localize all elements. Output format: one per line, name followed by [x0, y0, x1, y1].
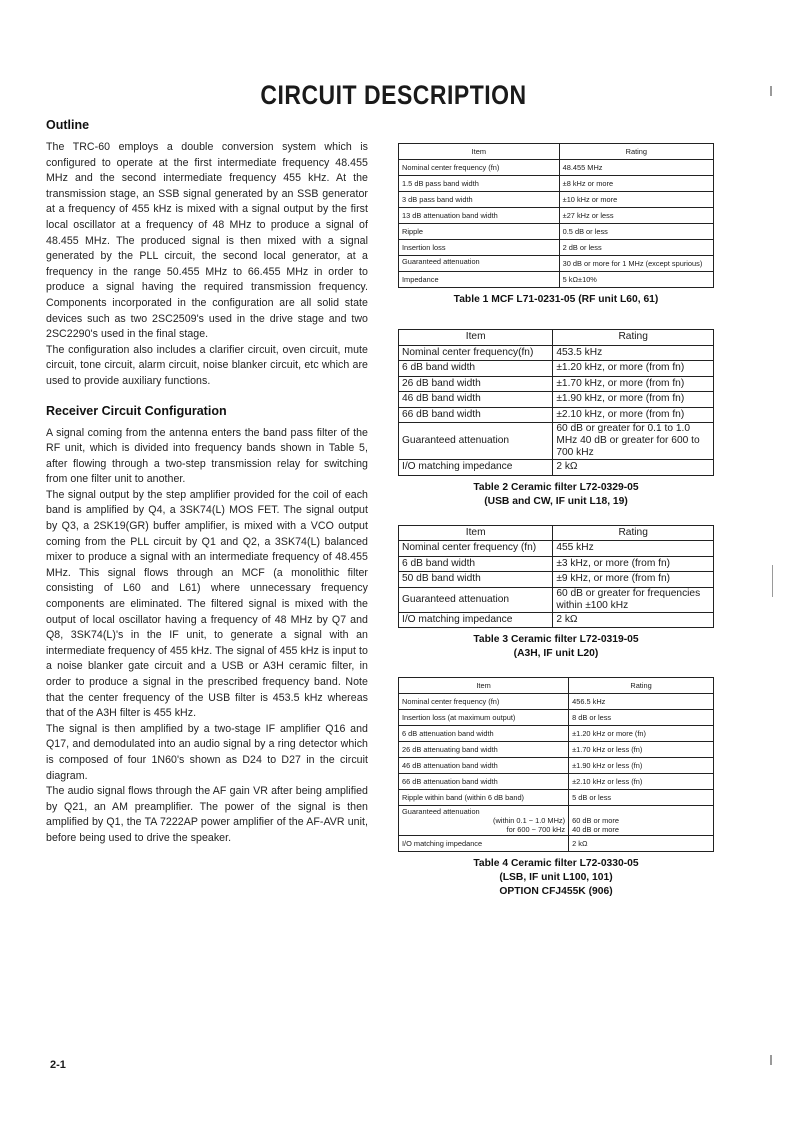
table-cell: 6 dB band width: [399, 556, 553, 572]
table-cell: ±8 kHz or more: [559, 176, 713, 192]
table4-caption: [398, 857, 714, 899]
guaranteed-value: 60 dB or more: [572, 816, 619, 825]
table-cell: ±1.90 kHz, or more (from fn): [553, 392, 714, 408]
table-row: [399, 806, 714, 836]
table-row: [399, 224, 714, 240]
table-header-item: Item: [399, 678, 569, 694]
receiver-paragraph: The signal output by the step amplifier provided for the coil of each band is amplified by Q4, a 3SK74(L) MOS FET. The signal output by Q3, a 2SK19(GR) buffer amplifier, is mixed with a VCO output coming from the PLL circuit by Q1 and Q2, a 3SK74(L) balanced mixer to produce a signal with an intermediate frequency of 48.455 MHz. This signal flows through an MCF (a monolithic filter consisting of L60 and L61) where unnecessary frequency components are eliminated. The filtered signal is mixed with the output of local oscillator having a frequency of 48 MHz by Q7 and Q8, 3SK74(L)'s in the IF unit, to generate a signal with an intermediate frequency of 455 kHz. The signal of 455 kHz is input to a noise blanker gate circuit and a USB or A3H ceramic filter, in order to produce a signal in the prescribed frequency band. Note that the center frequency of the USB filter is 453.5 kHz whereas that of the A3H filter is 455 kHz.: [46, 488, 368, 720]
table-row: [399, 758, 714, 774]
table-cell: 3 dB pass band width: [399, 192, 560, 208]
table-header-row: [399, 144, 714, 160]
table-row: [399, 710, 714, 726]
guaranteed-sub: (within 0.1 ~ 1.0 MHz): [493, 816, 566, 825]
table-row: [399, 176, 714, 192]
table-row: [399, 208, 714, 224]
table-row: [399, 407, 714, 423]
table3: [398, 525, 714, 629]
table-cell: 48.455 MHz: [559, 160, 713, 176]
table-row: [399, 742, 714, 758]
table-row: [399, 790, 714, 806]
table-cell: Guaranteed attenuation: [399, 256, 560, 272]
table-cell: ±10 kHz or more: [559, 192, 713, 208]
caption-line: (USB and CW, IF unit L18, 19): [484, 495, 628, 507]
table1-block: [398, 143, 714, 307]
scan-mark: [770, 86, 772, 96]
table3-caption: [398, 633, 714, 661]
caption-line: Table 3 Ceramic filter L72-0319-05: [473, 634, 639, 645]
right-column: [398, 143, 714, 899]
receiver-paragraph: The signal is then amplified by a two-stage IF amplifier Q16 and Q17, and demodulated into an audio signal by a ring detector which is composed of four 1N60's shown as D24 to D27 in the circuit diagram.: [46, 722, 368, 782]
table-cell: ±1.70 kHz or less (fn): [569, 742, 714, 758]
table-header-rating: Rating: [559, 144, 713, 160]
table-cell: 5 dB or less: [569, 790, 714, 806]
table1-caption: Table 1 MCF L71-0231-05 (RF unit L60, 61): [453, 294, 659, 305]
table-cell: ±3 kHz, or more (from fn): [553, 556, 714, 572]
table-cell: [569, 806, 714, 836]
table-cell: Guaranteed attenuation: [399, 423, 553, 460]
table-row: [399, 160, 714, 176]
outline-paragraph: The configuration also includes a clarifier circuit, oven circuit, mute circuit, tone circuit, alarm circuit, noise blanker circuit, etc which are used to provide auxiliary functions.: [46, 343, 368, 387]
table-row: [399, 361, 714, 377]
table-cell: 60 dB or greater for frequencies within ±100 kHz: [553, 587, 714, 612]
table-cell: ±2.10 kHz or less (fn): [569, 774, 714, 790]
table-header-item: Item: [399, 144, 560, 160]
table4-block: [398, 677, 714, 899]
caption-line: Table 4 Ceramic filter L72-0330-05: [473, 858, 639, 869]
table-cell: 2 kΩ: [553, 612, 714, 628]
table-cell: 5 kΩ±10%: [559, 272, 713, 288]
caption-line: Table 2 Ceramic filter L72-0329-05: [473, 481, 639, 493]
table-cell: 60 dB or greater for 0.1 to 1.0 MHz 40 dB or greater for 600 to 700 kHz: [553, 423, 714, 460]
table-header-rating: Rating: [553, 330, 714, 346]
table-cell: ±9 kHz, or more (from fn): [553, 572, 714, 588]
table-cell: ±1.90 kHz or less (fn): [569, 758, 714, 774]
table-row: [399, 423, 714, 460]
page-title: CIRCUIT DESCRIPTION: [260, 79, 527, 110]
table-cell: 66 dB attenuation band width: [399, 774, 569, 790]
guaranteed-value: 40 dB or more: [572, 825, 619, 834]
table-cell: 456.5 kHz: [569, 694, 714, 710]
table-row: [399, 256, 714, 272]
table-row: [399, 272, 714, 288]
table-header-item: Item: [399, 525, 553, 541]
scan-mark: [772, 565, 773, 597]
table-cell: Guaranteed attenuation: [399, 587, 553, 612]
table-cell: 50 dB band width: [399, 572, 553, 588]
table-cell: 1.5 dB pass band width: [399, 176, 560, 192]
table-cell: Impedance: [399, 272, 560, 288]
table-cell: ±27 kHz or less: [559, 208, 713, 224]
table-cell: I/O matching impedance: [399, 836, 569, 852]
table-cell: 13 dB attenuation band width: [399, 208, 560, 224]
table-row: [399, 376, 714, 392]
table-row: [399, 694, 714, 710]
table-row: [399, 541, 714, 557]
table-row: [399, 572, 714, 588]
table-cell: 26 dB attenuating band width: [399, 742, 569, 758]
table-cell: 455 kHz: [553, 541, 714, 557]
receiver-paragraph: The audio signal flows through the AF gain VR after being amplified by Q21, an AM preamplifier. The power of the signal is then amplified by Q1, the TA 7222AP power amplifier of the AF-AVR unit, before being used to drive the speaker.: [46, 785, 368, 844]
table-cell: Insertion loss (at maximum output): [399, 710, 569, 726]
table-row: [399, 345, 714, 361]
table-row: [399, 192, 714, 208]
table-row: [399, 240, 714, 256]
page-number: 2-1: [50, 1059, 66, 1071]
table-row: [399, 726, 714, 742]
table-cell: 6 dB band width: [399, 361, 553, 377]
table-cell: Nominal center frequency (fn): [399, 160, 560, 176]
table-cell: 46 dB attenuation band width: [399, 758, 569, 774]
table2-caption: [398, 481, 714, 509]
table1: [398, 143, 714, 288]
table-header-row: [399, 330, 714, 346]
table-cell: ±1.20 kHz, or more (from fn): [553, 361, 714, 377]
caption-line: (A3H, IF unit L20): [513, 648, 599, 659]
table-cell: Nominal center frequency (fn): [399, 694, 569, 710]
caption-line: (LSB, IF unit L100, 101): [499, 872, 613, 883]
table-cell: 2 dB or less: [559, 240, 713, 256]
table-cell: I/O matching impedance: [399, 460, 553, 476]
table2: [398, 329, 714, 476]
table-cell: 66 dB band width: [399, 407, 553, 423]
table-cell: [399, 806, 569, 836]
table-cell: 26 dB band width: [399, 376, 553, 392]
table-row: [399, 556, 714, 572]
table-cell: Nominal center frequency (fn): [399, 541, 553, 557]
table-cell: 453.5 kHz: [553, 345, 714, 361]
table-header-rating: Rating: [553, 525, 714, 541]
table-header-rating: Rating: [569, 678, 714, 694]
table-cell: 2 kΩ: [553, 460, 714, 476]
table-row: [399, 392, 714, 408]
table4: [398, 677, 714, 852]
table-cell: 6 dB attenuation band width: [399, 726, 569, 742]
table-cell: Nominal center frequency(fn): [399, 345, 553, 361]
scan-mark: [770, 1055, 772, 1065]
table-header-row: [399, 678, 714, 694]
table-cell: Ripple: [399, 224, 560, 240]
table-row: [399, 612, 714, 628]
table-cell: ±1.70 kHz, or more (from fn): [553, 376, 714, 392]
guaranteed-label: Guaranteed attenuation: [402, 807, 480, 816]
table-row: [399, 836, 714, 852]
left-column: [46, 118, 368, 847]
outline-heading: Outline: [46, 118, 90, 132]
receiver-paragraph: A signal coming from the antenna enters the band pass filter of the RF unit, which is divided into frequency bands shown in Table 5, after flowing through a two-step transmission relay for switching from one filter unit to another.: [46, 426, 368, 486]
table-cell: Ripple within band (within 6 dB band): [399, 790, 569, 806]
table-cell: I/O matching impedance: [399, 612, 553, 628]
table-cell: ±2.10 kHz, or more (from fn): [553, 407, 714, 423]
table-row: [399, 774, 714, 790]
receiver-heading: Receiver Circuit Configuration: [46, 403, 227, 418]
table-cell: 30 dB or more for 1 MHz (except spurious): [559, 256, 713, 272]
table-cell: 46 dB band width: [399, 392, 553, 408]
table-row: [399, 460, 714, 476]
table-cell: 0.5 dB or less: [559, 224, 713, 240]
table-row: [399, 587, 714, 612]
table-cell: 2 kΩ: [569, 836, 714, 852]
table3-block: [398, 525, 714, 662]
outline-paragraph: The TRC-60 employs a double conversion system which is configured to operate at the first intermediate frequency 48.455 MHz and the second intermediate frequency 455 kHz. At the transmission stage, an SSB signal generated by an SSB generator at a frequency of 455 kHz is mixed with a signal output by the first local oscillator at a frequency of 48 MHz to produce a signal of 48.455 MHz. The produced signal is then mixed with a signal generated by the PLL circuit, the second local generator, at a frequency in the range 50.455 MHz to 66.455 MHz in order to produce a signal having the required transmission frequency. Components incorporated in the configuration are all solid state devices such as two 2SC2509's used in the drive stage and two 2SC2290's used in the final stage.: [46, 141, 368, 341]
table-header-item: Item: [399, 330, 553, 346]
guaranteed-sub: for 600 ~ 700 kHz: [506, 825, 566, 834]
table2-block: [398, 329, 714, 509]
table-header-row: [399, 525, 714, 541]
table-cell: 8 dB or less: [569, 710, 714, 726]
caption-line: OPTION CFJ455K (906): [499, 886, 613, 897]
table-cell: Insertion loss: [399, 240, 560, 256]
table-cell: ±1.20 kHz or more (fn): [569, 726, 714, 742]
